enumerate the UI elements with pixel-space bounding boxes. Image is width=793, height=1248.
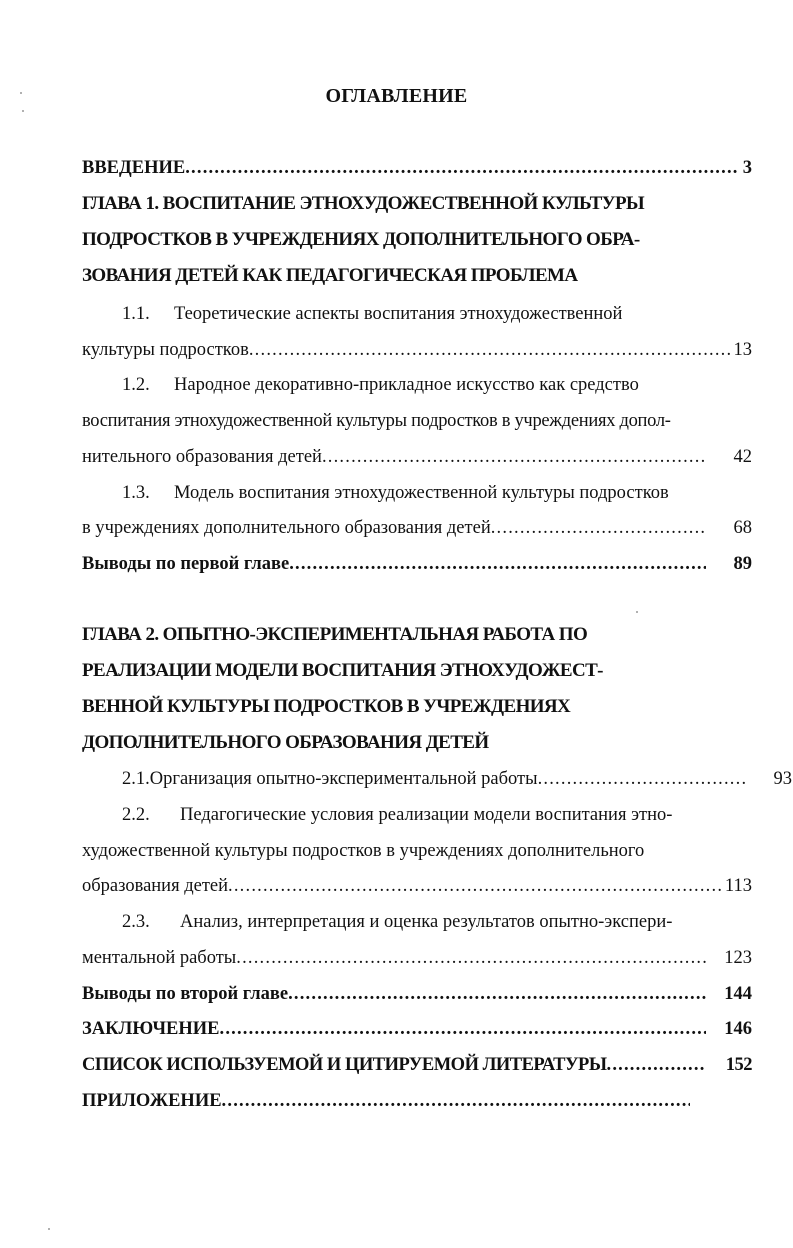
chapter2-heading-line-4[interactable]: ДОПОЛНИТЕЛЬНОГО ОБРАЗОВАНИЯ ДЕТЕЙ — [82, 732, 489, 753]
section-2-3-line-1 — [82, 910, 792, 934]
section-number: 1.3. — [122, 483, 150, 503]
section-2-2-line-1 — [82, 803, 792, 827]
dot-leader — [228, 874, 721, 898]
page-number: 93 — [773, 769, 792, 789]
page-number: 3 — [742, 158, 752, 178]
entry-label: в учреждениях дополнительного образования детей — [82, 518, 491, 538]
dot-leader — [249, 338, 730, 362]
dot-leader — [538, 767, 746, 791]
entry-label: Выводы по первой главе — [82, 554, 290, 574]
entry-label: нительного образования детей — [82, 447, 322, 467]
toc-entry-chapter2-conclusions[interactable] — [82, 982, 752, 1006]
page-number: 113 — [724, 876, 752, 896]
chapter2-heading-line-3[interactable]: ВЕННОЙ КУЛЬТУРЫ ПОДРОСТКОВ В УЧРЕЖДЕНИЯХ — [82, 696, 571, 717]
scan-speck — [636, 611, 638, 613]
section-number: 1.1. — [122, 304, 150, 324]
dot-leader — [491, 516, 706, 540]
entry-label: ЗАКЛЮЧЕНИЕ — [82, 1019, 220, 1039]
toc-entry-section-2-3[interactable] — [82, 946, 752, 970]
section-1-2-line-2: воспитания этнохудожественной культуры подростков в учреждениях допол- — [82, 411, 671, 431]
dot-leader — [185, 156, 739, 180]
toc-entry-section-1-2[interactable] — [82, 445, 752, 469]
toc-entry-section-2-2[interactable] — [82, 874, 752, 898]
page-number: 123 — [724, 948, 752, 968]
dot-leader — [322, 445, 706, 469]
entry-label: культуры подростков — [82, 340, 249, 360]
page-number: 152 — [725, 1055, 752, 1075]
entry-label: Организация опытно-экспериментальной работы — [149, 769, 538, 789]
dot-leader — [220, 1017, 707, 1041]
section-number: 2.3. — [122, 912, 150, 932]
section-number: 2.2. — [122, 805, 150, 825]
chapter1-heading-line-1[interactable]: ГЛАВА 1. ВОСПИТАНИЕ ЭТНОХУДОЖЕСТВЕННОЙ КУЛЬТУРЫ — [82, 193, 645, 214]
page-number: 89 — [733, 554, 752, 574]
section-number: 2.1. — [122, 769, 150, 789]
entry-label: ПРИЛОЖЕНИЕ — [82, 1091, 222, 1111]
dot-leader — [607, 1053, 707, 1077]
dot-leader — [236, 946, 706, 970]
section-1-2-line-1 — [82, 373, 792, 397]
page-number: 42 — [733, 447, 752, 467]
toc-entry-section-2-1[interactable] — [82, 767, 792, 791]
toc-entry-introduction[interactable] — [82, 156, 752, 180]
section-text: Модель воспитания этнохудожественной культуры подростков — [174, 483, 669, 503]
chapter1-heading-line-2[interactable]: ПОДРОСТКОВ В УЧРЕЖДЕНИЯХ ДОПОЛНИТЕЛЬНОГО ОБРА- — [82, 229, 640, 250]
section-number: 1.2. — [122, 375, 150, 395]
dot-leader — [288, 982, 706, 1006]
toc-entry-references[interactable] — [82, 1053, 752, 1077]
dot-leader — [289, 552, 706, 576]
section-2-2-line-2: художественной культуры подростков в учреждениях дополнительного — [82, 841, 645, 861]
section-text: Теоретические аспекты воспитания этнохудожественной — [174, 304, 623, 324]
toc-entry-appendix[interactable] — [82, 1089, 694, 1113]
entry-label: Выводы по второй главе — [82, 984, 289, 1004]
scan-speck — [22, 110, 24, 112]
entry-label: ВВЕДЕНИЕ — [82, 158, 186, 178]
toc-title: ОГЛАВЛЕНИЕ — [325, 85, 468, 107]
section-text: Анализ, интерпретация и оценка результатов опытно-экспери- — [180, 912, 673, 932]
chapter1-heading-line-3[interactable]: ЗОВАНИЯ ДЕТЕЙ КАК ПЕДАГОГИЧЕСКАЯ ПРОБЛЕМА — [82, 265, 578, 286]
page-number: 144 — [724, 984, 752, 1004]
section-1-1-line-1 — [82, 302, 792, 326]
toc-entry-chapter1-conclusions[interactable] — [82, 552, 752, 576]
section-text: Народное декоративно-прикладное искусство как средство — [174, 375, 639, 395]
chapter2-heading-line-1[interactable]: ГЛАВА 2. ОПЫТНО-ЭКСПЕРИМЕНТАЛЬНАЯ РАБОТА ПО — [82, 624, 588, 645]
chapter2-heading-line-2[interactable]: РЕАЛИЗАЦИИ МОДЕЛИ ВОСПИТАНИЯ ЭТНОХУДОЖЕСТ- — [82, 660, 603, 681]
scan-speck — [20, 92, 22, 94]
page-number: 13 — [733, 340, 752, 360]
page-number: 68 — [733, 518, 752, 538]
scan-speck — [48, 1228, 50, 1230]
page-number: 146 — [724, 1019, 752, 1039]
entry-label: образования детей — [82, 876, 229, 896]
toc-entry-section-1-3[interactable] — [82, 516, 752, 540]
entry-label: СПИСОК ИСПОЛЬЗУЕМОЙ И ЦИТИРУЕМОЙ ЛИТЕРАТУРЫ — [82, 1055, 607, 1075]
entry-label: ментальной работы — [82, 948, 237, 968]
toc-entry-conclusion[interactable] — [82, 1017, 752, 1041]
dot-leader — [222, 1089, 690, 1113]
section-1-3-line-1 — [82, 481, 792, 505]
toc-entry-section-1-1[interactable] — [82, 338, 752, 362]
section-text: Педагогические условия реализации модели воспитания этно- — [180, 805, 673, 825]
